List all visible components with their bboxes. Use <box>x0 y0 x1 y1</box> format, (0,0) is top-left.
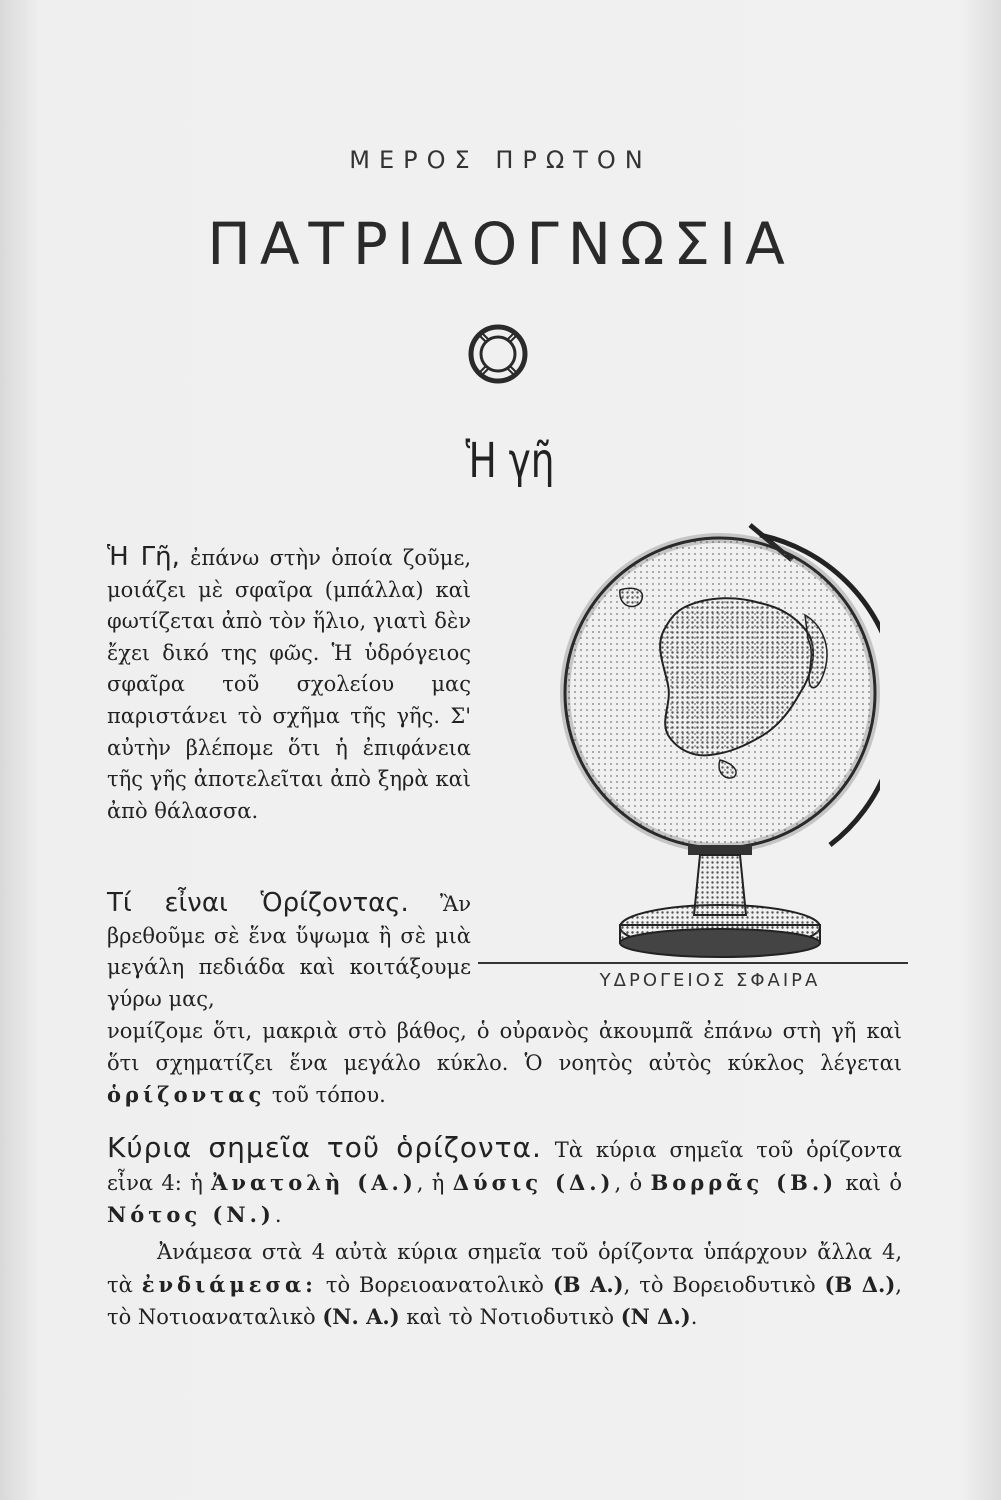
paragraph-text: , τὸ Βορειοδυτικὸ <box>623 1272 825 1297</box>
caption-rule <box>478 962 908 964</box>
term-southwest: (Ν Δ.) <box>620 1304 691 1330</box>
paragraph-text: , ὁ <box>614 1170 651 1195</box>
paragraph-text: νομίζομε ὅτι, μακριὰ στὸ βάθος, ὁ οὐρανὸς ἀκουμπᾶ ἐπάνω στὴ γῆ καὶ ὅτι σχηματίζει ἕνα μεγάλο κύκλο. Ὁ νοητὸς αὐτὸς κύκλος λέγεται <box>107 1019 902 1075</box>
term-intermediate: ἐνδιάμεσα: <box>141 1271 317 1297</box>
term-south: Νότος (Ν.) <box>107 1202 275 1228</box>
paragraph-intermediate-points <box>107 1237 902 1334</box>
term-east: Ἀνατολὴ (Α.) <box>211 1169 417 1195</box>
globe-illustration <box>560 515 880 965</box>
ornament-icon <box>466 322 530 386</box>
figure-caption: ΥΔΡΟΓΕΙΟΣ ΣΦΑΙΡΑ <box>599 970 821 991</box>
term-north: Βορρᾶς (Β.) <box>650 1169 838 1195</box>
paragraph-text: ἐπάνω στὴν ὁποία ζοῦμε, μοιάζει μὲ σφαῖρα (μπάλλα) καὶ φωτίζεται ἀπὸ τὸν ἥλιο, γιατὶ δὲν ἔχει δικό της φῶς. Ἡ ὑδρόγειος σφαῖρα τοῦ σχολείου μας παριστάνει τὸ σχῆμα τῆς γῆς. Σ' αὐτὴν βλέπομε ὅτι ἡ ἐπιφάνεια τῆς γῆς ἀποτελεῖται ἀπὸ ξηρὰ καὶ ἀπὸ θάλασσα. <box>107 546 471 823</box>
main-title: ΠΑΤΡΙΔΟΓΝΩΣΙΑ <box>207 210 794 278</box>
paragraph-text: Τὰ κύρια σημεῖα τοῦ ὁρίζοντα εἶνα 4: ἡ <box>107 1138 902 1195</box>
paragraph-earth <box>107 542 471 827</box>
paragraph-text: καὶ τὸ Νοτιοδυτικὸ <box>399 1305 621 1330</box>
paragraph-text: καὶ ὁ <box>837 1170 902 1195</box>
paragraph-text: , τὸ Νοτιοαναταλικὸ <box>107 1272 902 1330</box>
paragraph-cardinal-points <box>107 1132 902 1232</box>
term-west: Δύσις (Δ.) <box>452 1169 615 1195</box>
paragraph-text: τοῦ τόπου. <box>265 1083 386 1108</box>
term-northeast: (Β Α.) <box>552 1271 624 1297</box>
term-horizon: ὁρίζοντας <box>107 1082 266 1108</box>
paragraph-text: Ἂν βρεθοῦμε σὲ ἕνα ὕψωμα ἢ σὲ μιὰ μεγάλη πεδιάδα καὶ κοιτάξουμε γύρω μας, <box>107 892 471 1011</box>
paragraph-text: . <box>690 1305 698 1330</box>
paragraph-lead: Τί εἶναι Ὁρίζοντας. <box>107 888 409 918</box>
part-label: ΜΕΡΟΣ ΠΡΩΤΟΝ <box>349 146 652 174</box>
paragraph-text: τὸ Βορειοανατολικὸ <box>316 1272 553 1297</box>
paragraph-horizon <box>107 888 471 1015</box>
paragraph-text: Ἀνάμεσα στὰ 4 αὐτὰ κύρια σημεῖα τοῦ ὁρίζοντα ὑπάρχουν ἄλλα 4, τὰ <box>107 1240 902 1297</box>
paragraph-text: , ἡ <box>416 1170 453 1195</box>
paragraph-horizon-continued <box>107 1016 902 1112</box>
term-southeast: (Ν. Α.) <box>322 1304 400 1330</box>
paragraph-text: . <box>274 1203 282 1228</box>
paragraph-lead: Κύρια σημεῖα τοῦ ὁρίζοντα. <box>107 1131 542 1164</box>
term-northwest: (Β Δ.) <box>824 1271 896 1297</box>
section-title: Ἡ γῆ <box>465 433 555 489</box>
paragraph-lead: Ἡ Γῆ, <box>107 542 180 572</box>
